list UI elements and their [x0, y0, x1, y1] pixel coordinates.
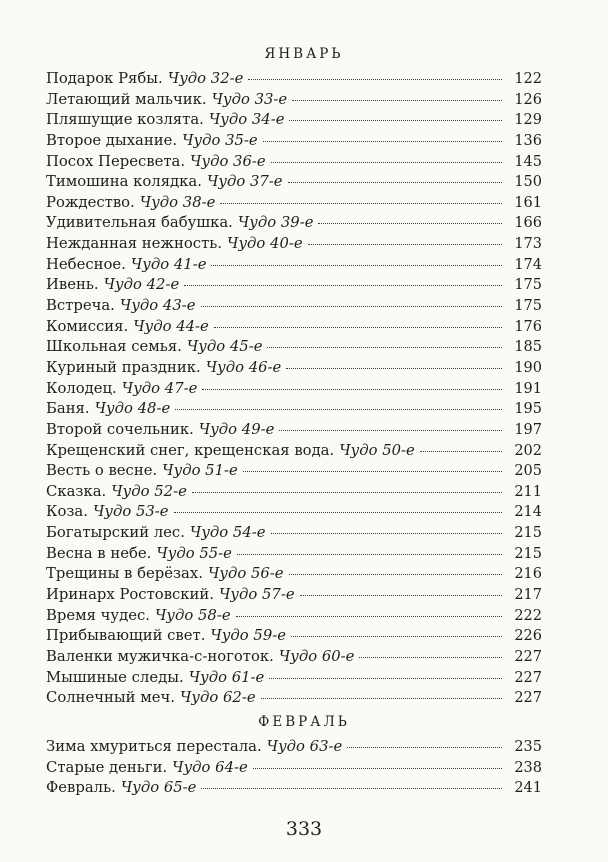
toc-entry: [46, 738, 542, 759]
entry-page-number: 226: [514, 628, 542, 645]
dot-leader: [202, 388, 502, 390]
toc-entry: [46, 627, 542, 648]
dot-leader: [237, 553, 502, 555]
entry-page-number: 227: [514, 669, 542, 686]
toc-entry: [46, 503, 542, 524]
entry-page-number: 227: [514, 690, 542, 707]
entry-miracle: Чудо 57-е: [218, 586, 295, 604]
dot-leader: [279, 429, 502, 431]
entry-miracle: Чудо 34-е: [208, 111, 285, 129]
toc-entry: [46, 91, 542, 112]
toc-entry: [46, 565, 542, 586]
toc-entry: [46, 194, 542, 215]
entry-page-number: 222: [514, 607, 542, 624]
entry-page-number: 175: [514, 298, 542, 315]
dot-leader: [201, 787, 502, 789]
dot-leader: [286, 367, 502, 369]
entry-title: Баня.: [46, 400, 90, 418]
dot-leader: [271, 161, 502, 163]
entry-miracle: Чудо 61-е: [188, 668, 265, 686]
dot-leader: [289, 573, 502, 575]
section-title-january: ЯНВАРЬ: [264, 46, 344, 62]
entry-miracle: Чудо 46-е: [205, 358, 282, 376]
entry-title: Валенки мужичка-с-ноготок.: [46, 647, 274, 665]
dot-leader: [308, 243, 502, 245]
entry-miracle: Чудо 37-е: [206, 173, 283, 191]
dot-leader: [243, 470, 502, 472]
entry-miracle: Чудо 56-е: [207, 565, 284, 583]
entry-page-number: 217: [514, 587, 542, 604]
toc-entry: [46, 483, 542, 504]
entry-miracle: Чудо 48-е: [94, 400, 171, 418]
entry-title: Летающий мальчик.: [46, 90, 207, 108]
dot-leader: [292, 99, 502, 101]
dot-leader: [220, 202, 502, 204]
entry-title: Встреча.: [46, 297, 115, 315]
dot-leader: [253, 767, 502, 769]
entry-title: Куриный праздник.: [46, 358, 201, 376]
toc-entry: [46, 524, 542, 545]
toc-entry: [46, 276, 542, 297]
entry-miracle: Чудо 51-е: [162, 462, 238, 480]
toc-entry: [46, 297, 542, 318]
entry-miracle: Чудо 64-е: [172, 758, 248, 776]
entry-page-number: 176: [514, 318, 542, 335]
entry-miracle: Чудо 33-е: [211, 90, 288, 108]
dot-leader: [184, 284, 502, 286]
entry-page-number: 216: [514, 566, 542, 583]
toc-entry: [46, 173, 542, 194]
entry-title: Сказка.: [46, 482, 107, 500]
entry-title: Нежданная нежность.: [46, 235, 223, 253]
dot-leader: [359, 656, 502, 658]
entry-miracle: Чудо 65-е: [120, 779, 197, 797]
toc-entry: [46, 400, 542, 421]
entry-title: Рождество.: [46, 193, 135, 211]
dot-leader: [267, 346, 502, 348]
dot-leader: [214, 326, 502, 328]
toc-entry: [46, 669, 542, 690]
dot-leader: [269, 677, 502, 679]
dot-leader: [236, 615, 502, 617]
toc-entry: [46, 214, 542, 235]
entry-page-number: 235: [514, 739, 542, 755]
entry-miracle: Чудо 63-е: [266, 738, 343, 755]
entry-miracle: Чудо 38-е: [139, 193, 216, 211]
entry-miracle: Чудо 55-е: [156, 544, 232, 562]
entry-page-number: 161: [514, 194, 542, 211]
entry-title: Школьная семья.: [46, 338, 182, 356]
toc-entry: [46, 380, 542, 401]
entry-miracle: Чудо 53-е: [92, 503, 169, 521]
entry-title: Время чудес.: [46, 606, 150, 624]
dot-leader: [288, 181, 502, 183]
entry-miracle: Чудо 54-е: [189, 524, 266, 542]
toc-entry: [46, 759, 542, 780]
toc-entry: [46, 318, 542, 339]
toc-entry: [46, 689, 542, 710]
entry-title: Февраль.: [46, 779, 116, 797]
entry-title: Коза.: [46, 503, 88, 521]
toc-entry: [46, 545, 542, 566]
toc-entry: [46, 111, 542, 132]
dot-leader: [201, 305, 503, 307]
entry-page-number: 215: [514, 525, 542, 542]
entry-page-number: 191: [514, 380, 542, 397]
entry-title: Прибывающий свет.: [46, 627, 206, 645]
entry-page-number: 173: [514, 236, 542, 253]
entry-page-number: 214: [514, 504, 542, 521]
entry-miracle: Чудо 39-е: [237, 214, 314, 232]
entry-page-number: 205: [514, 463, 542, 480]
toc-entry: [46, 256, 542, 277]
dot-leader: [271, 532, 502, 534]
entry-miracle: Чудо 40-е: [227, 235, 303, 253]
toc-entry: [46, 442, 542, 463]
entry-title: Небесное.: [46, 255, 126, 273]
entry-page-number: 215: [514, 545, 542, 562]
entry-title: Удивительная бабушка.: [46, 214, 233, 232]
entry-title: Трещины в берёзах.: [46, 565, 203, 583]
entry-miracle: Чудо 50-е: [339, 441, 415, 459]
entry-miracle: Чудо 41-е: [130, 255, 207, 273]
entry-title: Солнечный меч.: [46, 689, 175, 707]
entry-title: Второй сочельник.: [46, 420, 194, 438]
dot-leader: [261, 697, 502, 699]
dot-leader: [175, 408, 502, 410]
entry-page-number: 122: [514, 71, 542, 87]
entry-title: Подарок Рябы.: [46, 70, 163, 87]
entry-title: Второе дыхание.: [46, 131, 178, 149]
entry-title: Богатырский лес.: [46, 524, 185, 542]
dot-leader: [211, 264, 502, 266]
entry-title: Весна в небе.: [46, 544, 152, 562]
entry-title: Ивень.: [46, 276, 99, 294]
entry-page-number: 145: [514, 153, 542, 170]
entry-miracle: Чудо 59-е: [210, 627, 287, 645]
entry-miracle: Чудо 62-е: [180, 689, 256, 707]
section-title-february: ФЕВРАЛЬ: [258, 714, 350, 730]
toc-entry: [46, 586, 542, 607]
entry-page-number: 238: [514, 759, 542, 776]
entry-title: Иринарх Ростовский.: [46, 586, 214, 604]
toc-entry: [46, 359, 542, 380]
entry-miracle: Чудо 43-е: [119, 297, 196, 315]
entry-page-number: 129: [514, 112, 542, 129]
entry-miracle: Чудо 45-е: [186, 338, 263, 356]
entry-miracle: Чудо 42-е: [103, 276, 180, 294]
toc-list-february: [46, 738, 542, 800]
toc-entry: [46, 338, 542, 359]
toc-list-january: [46, 70, 542, 710]
entry-page-number: 197: [514, 421, 542, 438]
entry-page-number: 190: [514, 359, 542, 376]
entry-page-number: 174: [514, 256, 542, 273]
entry-title: Мышиные следы.: [46, 668, 184, 686]
page-number: 333: [285, 818, 323, 840]
dot-leader: [289, 119, 502, 121]
toc-entry: [46, 235, 542, 256]
entry-miracle: Чудо 35-е: [182, 131, 258, 149]
toc-entry: [46, 70, 542, 91]
entry-miracle: Чудо 52-е: [111, 482, 187, 500]
toc-entry: [46, 421, 542, 442]
dot-leader: [420, 450, 502, 452]
entry-miracle: Чудо 36-е: [190, 152, 266, 170]
dot-leader: [174, 511, 502, 513]
entry-title: Колодец.: [46, 379, 117, 397]
toc-entry: [46, 153, 542, 174]
entry-miracle: Чудо 49-е: [198, 420, 275, 438]
entry-page-number: 166: [514, 215, 542, 232]
entry-page-number: 211: [514, 483, 542, 500]
entry-miracle: Чудо 60-е: [278, 647, 355, 665]
toc-entry: [46, 779, 542, 800]
entry-title: Пляшущие козлята.: [46, 111, 204, 129]
entry-page-number: 175: [514, 277, 542, 294]
entry-title: Тимошина колядка.: [46, 173, 202, 191]
entry-page-number: 241: [514, 780, 542, 797]
entry-title: Комиссия.: [46, 317, 129, 335]
entry-page-number: 202: [514, 442, 542, 459]
dot-leader: [347, 746, 502, 748]
dot-leader: [318, 222, 502, 224]
toc-entry: [46, 607, 542, 628]
dot-leader: [291, 635, 502, 637]
toc-entry: [46, 132, 542, 153]
dot-leader: [192, 491, 502, 493]
entry-page-number: 126: [514, 91, 542, 108]
entry-page-number: 150: [514, 174, 542, 191]
dot-leader: [263, 140, 502, 142]
dot-leader: [248, 78, 502, 80]
entry-page-number: 227: [514, 648, 542, 665]
entry-title: Зима хмуриться перестала.: [46, 738, 262, 755]
entry-miracle: Чудо 44-е: [133, 317, 209, 335]
entry-miracle: Чудо 58-е: [155, 606, 231, 624]
entry-title: Крещенский снег, крещенская вода.: [46, 441, 335, 459]
entry-title: Старые деньги.: [46, 758, 168, 776]
entry-miracle: Чудо 47-е: [121, 379, 198, 397]
entry-title: Посох Пересвета.: [46, 152, 186, 170]
entry-page-number: 195: [514, 401, 542, 418]
entry-page-number: 136: [514, 132, 542, 149]
toc-entry: [46, 462, 542, 483]
entry-title: Весть о весне.: [46, 462, 158, 480]
toc-entry: [46, 648, 542, 669]
dot-leader: [300, 594, 502, 596]
entry-miracle: Чудо 32-е: [167, 70, 244, 87]
entry-page-number: 185: [514, 339, 542, 356]
